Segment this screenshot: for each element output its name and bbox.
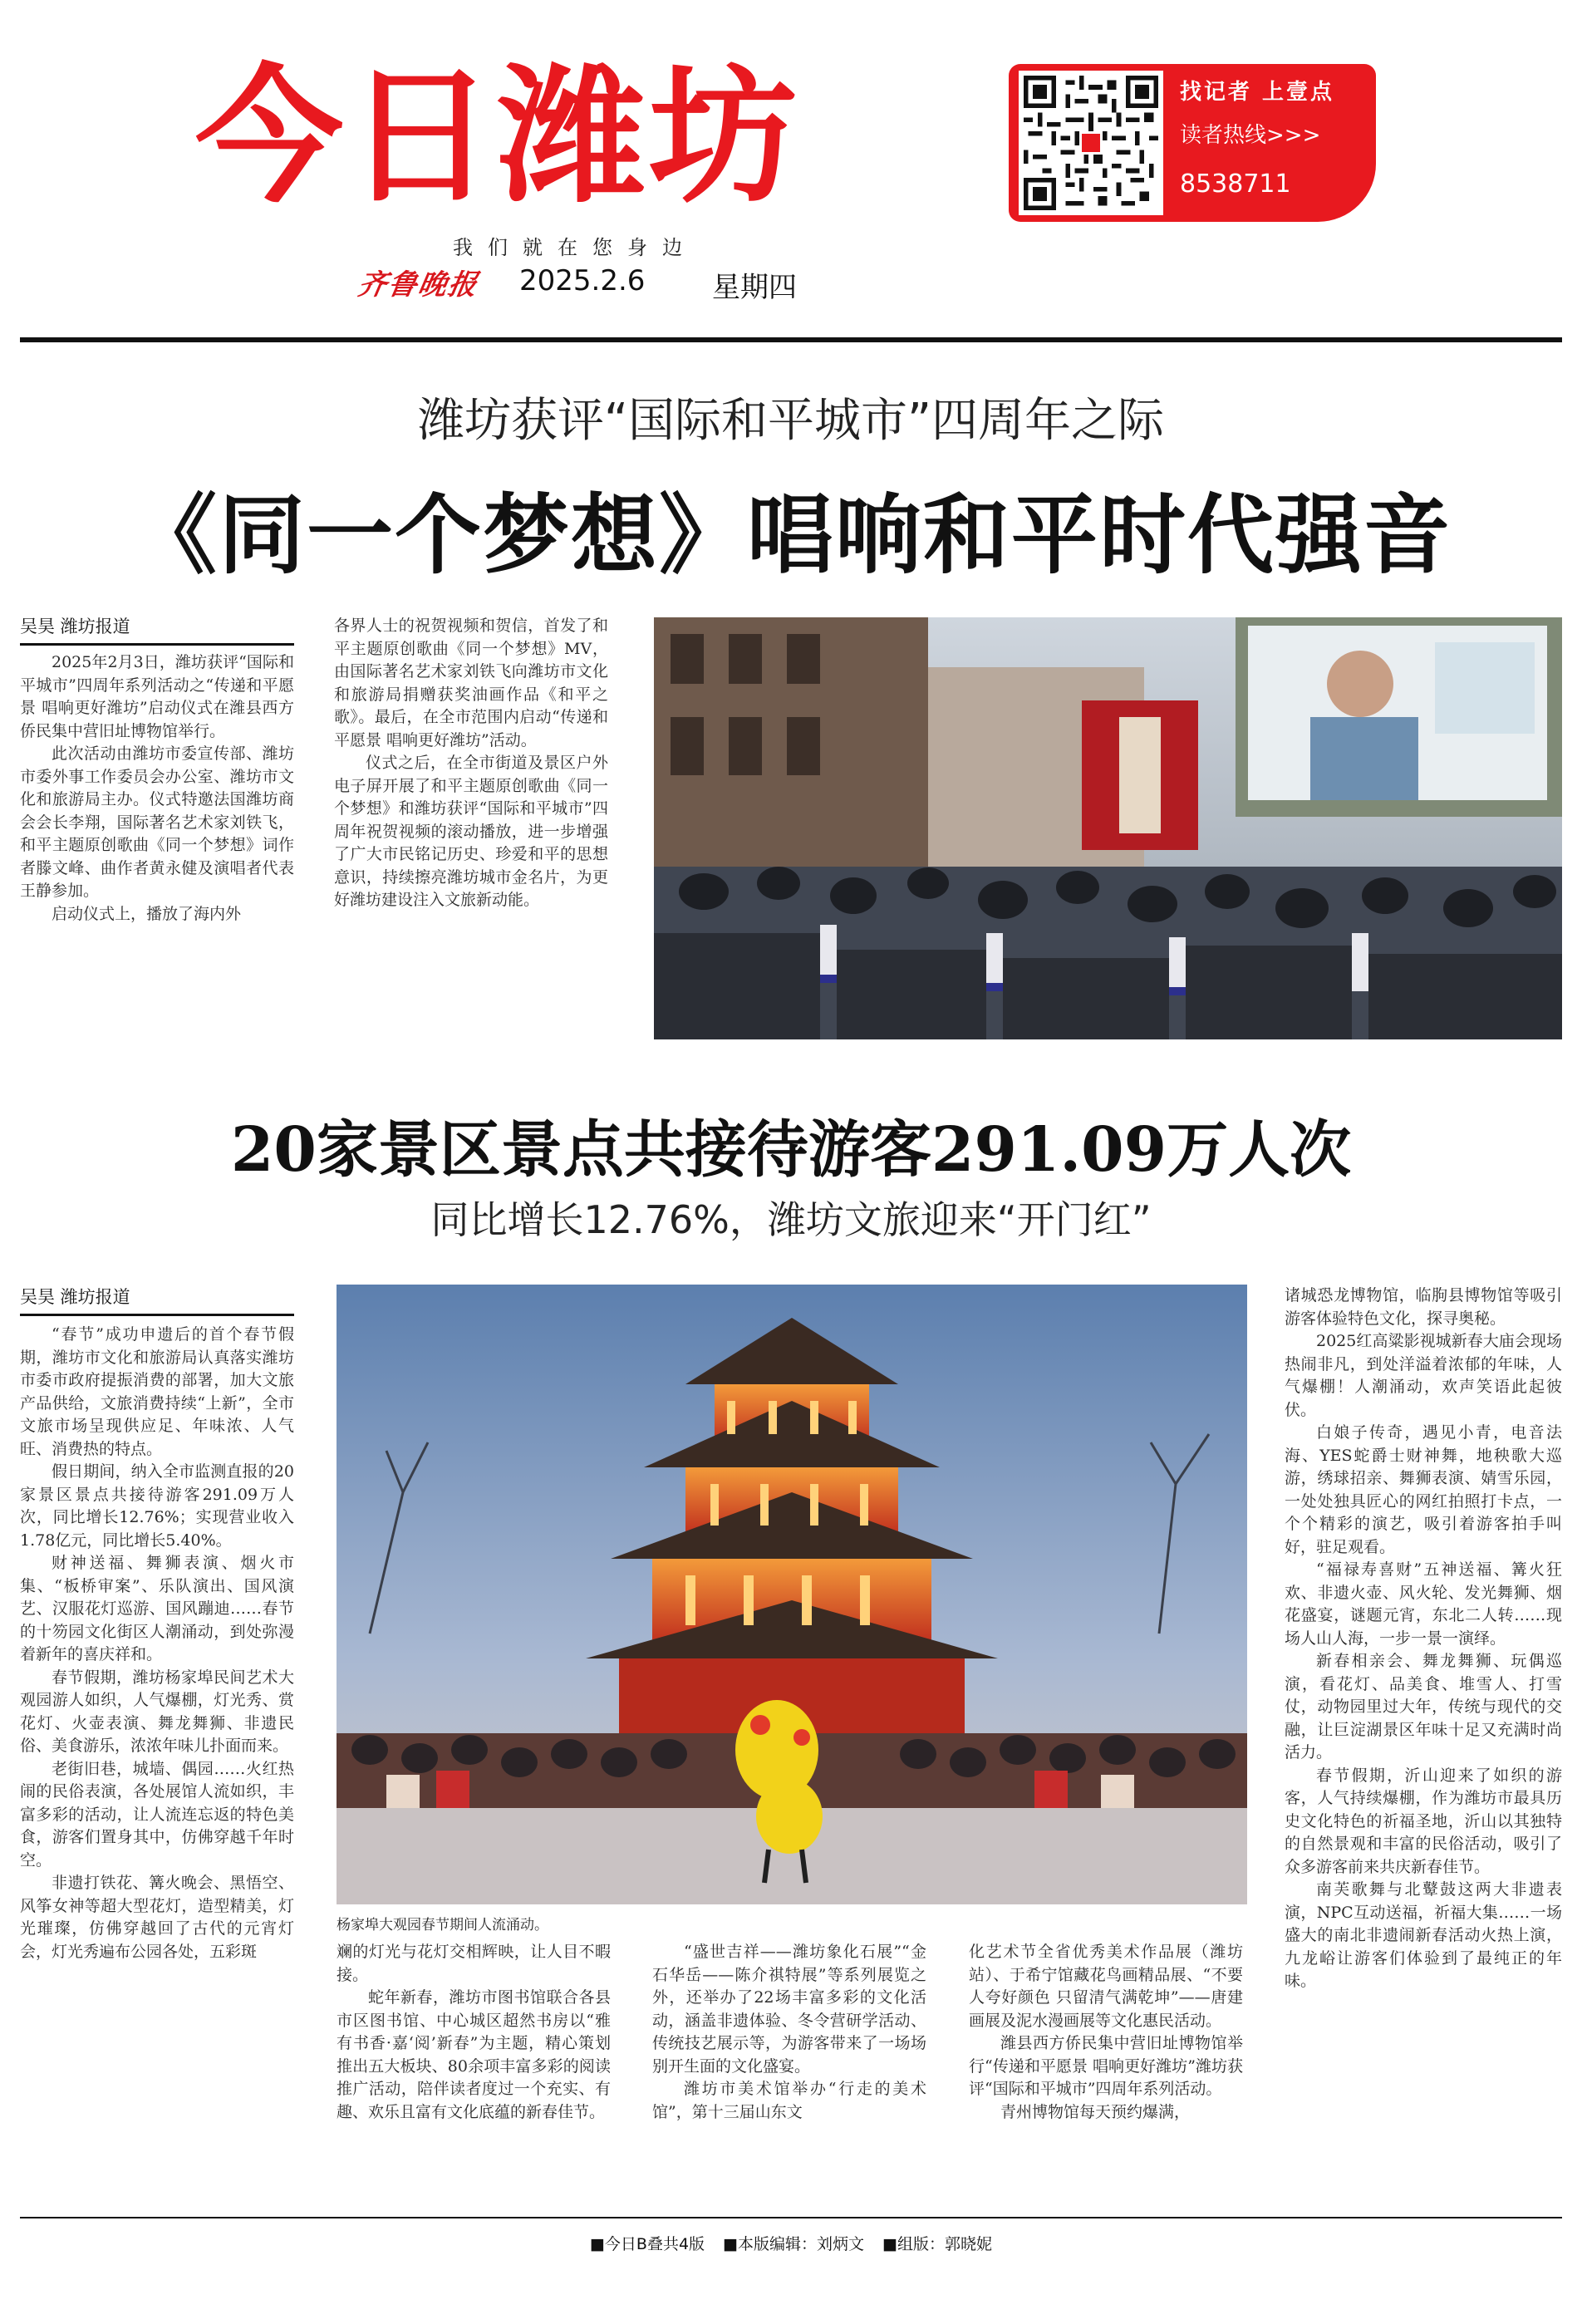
page-footer xyxy=(0,2232,1582,2254)
paragraph: 春节假期，潍坊杨家埠民间艺术大观园游人如织，人气爆棚，灯光秀、赏花灯、火壶表演、舞龙舞狮、非遗民俗、美食游乐，浓浓年味儿扑面而来。 xyxy=(20,1668,294,1755)
article2-bottom-column-1 xyxy=(337,1941,611,2209)
paragraph: 财神送福、舞狮表演、烟火市集、“板桥审案”、乐队演出、国风演艺、汉服花灯巡游、国风蹦迪……春节的十笏园文化街区人潮涌动，到处弥漫着新年的喜庆祥和。 xyxy=(20,1554,294,1663)
paragraph: 2025年2月3日，潍坊获评“国际和平城市”四周年系列活动之“传递和平愿景 唱响更好潍坊”启动仪式在潍县西方侨民集中营旧址博物馆举行。 xyxy=(20,653,294,740)
article2-subhead: 同比增长12.76%，潍坊文旅迎来“开门红” xyxy=(430,1197,1152,1242)
masthead-slogan: 我们就在您身边 xyxy=(453,236,697,259)
article2-byline: 吴昊 潍坊报道 xyxy=(20,1284,294,1316)
paragraph: 老街旧巷，城墙、偶园……火红热闹的民俗表演，各处展馆人流如织，丰富多彩的活动，让人流连忘返的特色美食，游客们置身其中，仿佛穿越千年时空。 xyxy=(20,1759,294,1870)
hotline-number[interactable]: 8538711 xyxy=(1180,170,1291,199)
paragraph: “盛世吉祥——潍坊象化石展”“金石华岳——陈介祺特展”等系列展览之外，还举办了22场丰富多彩的文化活动，涵盖非遗体验、冬令营研学活动、传统技艺展示等，为游客带来了一场场别开生面的文化盛宴。 xyxy=(652,1943,926,2076)
ceremony-photo xyxy=(654,617,1562,1039)
paragraph: 启动仪式上，播放了海内外 xyxy=(52,904,242,923)
paragraph: 仪式之后，在全市街道及景区户外电子屏开展了和平主题原创歌曲《同一个梦想》和潍坊获评“国际和平城市”四周年祝贺视频的滚动播放，进一步增强了广大市民铭记历史、珍爱和平的思想意识，持续擦亮潍坊城市金名片，为更好潍坊建设注入文旅新动能。 xyxy=(334,754,608,909)
paragraph: 春节假期，沂山迎来了如织的游客，人气持续爆棚，作为潍坊市最具历史文化特色的祈福圣地，沂山以其独特的自然景观和丰富的民俗活动，吸引了众多游客前来共庆新春佳节。 xyxy=(1285,1766,1562,1876)
paragraph: “福禄寿喜财”五神送福、篝火狂欢、非遗火壶、风火轮、发光舞狮、烟花盛宴，谜题元宵，东北二人转……现场人山人海，一步一景一演绎。 xyxy=(1285,1560,1562,1648)
article2-left-column xyxy=(20,1324,294,2209)
paragraph: 非遗打铁花、篝火晚会、黑悟空、风筝女神等超大型花灯，造型精美，灯光璀璨，仿佛穿越回了古代的元宵灯会，灯光秀遍布公园各处，五彩斑 xyxy=(20,1874,294,1961)
paragraph: 假日期间，纳入全市监测直报的20家景区景点共接待游客291.09万人次，同比增长12.76%；实现营业收入1.78亿元，同比增长5.40%。 xyxy=(20,1462,294,1550)
article1-column-2 xyxy=(334,615,608,1042)
qr-code-icon[interactable] xyxy=(1019,71,1163,215)
yangjiabu-festival-photo xyxy=(337,1285,1247,1904)
footer-edition: ■今日B叠共4版 xyxy=(589,2235,705,2253)
paragraph: 蛇年新春，潍坊市图书馆联合各县市区图书馆、中心城区超然书房以“雅有书香·嘉‘阅’新春”为主题，精心策划推出五大板块、80余项丰富多彩的阅读推广活动，陪伴读者度过一个充实、有趣、欢乐且富有文化底蕴的新春佳节。 xyxy=(337,1988,611,2121)
article1-byline: 吴昊 潍坊报道 xyxy=(20,613,294,646)
paragraph: 斓的灯光与花灯交相辉映，让人目不暇接。 xyxy=(337,1943,611,1984)
hotline-label: 读者热线>>> xyxy=(1180,123,1321,148)
hotline-tagline: 找记者 上壹点 xyxy=(1180,80,1335,105)
article1-headline: 《同一个梦想》唱响和平时代强音 xyxy=(130,484,1452,586)
paragraph: 潍坊市美术馆举办“行走的美术馆”，第十三届山东文 xyxy=(652,2080,926,2121)
paragraph: 白娘子传奇，遇见小青，电音法海、YES蛇爵士财神舞，地秧歌大巡游，绣球招亲、舞狮表演、婧雪乐园，一处处独具匠心的网红拍照打卡点，一个个精彩的演艺，吸引着游客拍手叫好，驻足观看。 xyxy=(1285,1423,1562,1556)
masthead-title: 今日潍坊 xyxy=(195,51,800,223)
paragraph: 青州博物馆每天预约爆满， xyxy=(1000,2102,1191,2121)
photo-caption: 杨家埠大观园春节期间人流涌动。 xyxy=(337,1917,548,1933)
paragraph: 各界人士的祝贺视频和贺信，首发了和平主题原创歌曲《同一个梦想》MV，由国际著名艺术家刘铁飞向潍坊市文化和旅游局捐赠获奖油画作品《和平之歌》。最后，在全市范围内启动“传递和平愿景 唱响更好潍坊”活动。 xyxy=(334,617,608,749)
paragraph: 化艺术节全省优秀美术作品展（潍坊站）、于希宁馆藏花鸟画精品展、“不要人夸好颜色 只留清气满乾坤”——唐建画展及泥水漫画展等文化惠民活动。 xyxy=(969,1943,1243,2030)
article2-headline: 20家景区景点共接待游客291.09万人次 xyxy=(230,1114,1352,1186)
issue-weekday: 星期四 xyxy=(712,271,797,304)
paragraph: 此次活动由潍坊市委宣传部、潍坊市委外事工作委员会办公室、潍坊市文化和旅游局主办。仪式特邀法国潍坊商会会长李翔，国际著名艺术家刘铁飞，和平主题原创歌曲《同一个梦想》词作者滕文峰、曲作者黄永健及演唱者代表王静参加。 xyxy=(20,744,294,900)
issue-date: 2025.2.6 xyxy=(519,264,646,297)
masthead-divider xyxy=(20,337,1562,342)
paragraph: 诸城恐龙博物馆，临朐县博物馆等吸引游客体验特色文化，探寻奥秘。 xyxy=(1285,1286,1562,1328)
article2-bottom-column-2 xyxy=(652,1941,926,2209)
article2-bottom-column-3 xyxy=(969,1941,1243,2209)
paragraph: 新春相亲会、舞龙舞狮、玩偶巡演，看花灯、品美食、堆雪人、打雪仗，动物园里过大年，传统与现代的交融，让巨淀湖景区年味十足又充满时尚活力。 xyxy=(1285,1652,1562,1761)
paragraph: 2025红高粱影视城新春大庙会现场热闹非凡，到处洋溢着浓郁的年味，人气爆棚！人潮涌动，欢声笑语此起彼伏。 xyxy=(1285,1332,1562,1419)
footer-editor: ■本版编辑：刘炳文 xyxy=(723,2235,865,2253)
footer-divider xyxy=(20,2217,1562,2218)
paragraph: 南芙歌舞与北鼙鼓这两大非遗表演，NPC互动送福，祈福大集……一场盛大的南北非遗闹新春活动火热上演，九龙峪让游客们体验到了最纯正的年味。 xyxy=(1285,1880,1562,1990)
brand-logo: 齐鲁晚报 xyxy=(355,268,481,302)
article1-kicker: 潍坊获评“国际和平城市”四周年之际 xyxy=(417,394,1165,448)
paragraph: 潍县西方侨民集中营旧址博物馆举行“传递和平愿景 唱响更好潍坊”潍坊获评“国际和平城市”四周年系列活动。 xyxy=(969,2034,1243,2098)
article1-column-1 xyxy=(20,651,294,1042)
footer-layout: ■组版：郭晓妮 xyxy=(882,2235,993,2253)
article2-right-column xyxy=(1285,1285,1562,2209)
paragraph: “春节”成功申遗后的首个春节假期，潍坊市文化和旅游局认真落实潍坊市委市政府提振消费的部署，加大文旅产品供给，文旅消费持续“上新”，全市文旅市场呈现供应足、年味浓、人气旺、消费热的特点。 xyxy=(20,1325,294,1458)
